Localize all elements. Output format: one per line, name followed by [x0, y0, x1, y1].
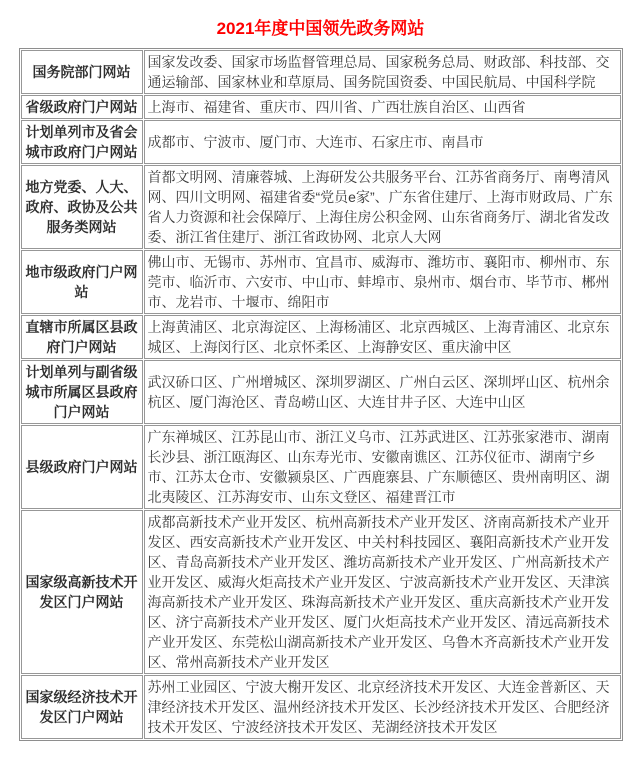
category-cell: 国家级经济技术开发区门户网站: [21, 675, 143, 739]
sites-cell: 武汉硚口区、广州增城区、深圳罗湖区、广州白云区、深圳坪山区、杭州余杭区、厦门海沧区、青岛崂山区、大连甘井子区、大连中山区: [144, 360, 621, 424]
table-row: [21, 250, 621, 314]
sites-cell: 佛山市、无锡市、苏州市、宜昌市、威海市、潍坊市、襄阳市、柳州市、东莞市、临沂市、六安市、中山市、蚌埠市、泉州市、烟台市、毕节市、郴州市、龙岩市、十堰市、绵阳市: [144, 250, 621, 314]
category-cell: 国家级高新技术开发区门户网站: [21, 510, 143, 674]
page-title: 2021年度中国领先政务网站: [216, 19, 425, 38]
category-cell: 地市级政府门户网站: [21, 250, 143, 314]
sites-cell: 上海黄浦区、北京海淀区、上海杨浦区、北京西城区、上海青浦区、北京东城区、上海闵行区、北京怀柔区、上海静安区、重庆渝中区: [144, 315, 621, 359]
sites-cell: 首都文明网、清廉蓉城、上海研发公共服务平台、江苏省商务厅、南粤清风网、四川文明网、福建省委“党员e家”、广东省住建厅、上海市财政局、广东省人力资源和社会保障厅、上海住房公积金网、山东省商务厅、湖北省发改委、浙江省住建厅、浙江省政协网、北京人大网: [144, 165, 621, 249]
sites-cell: 上海市、福建省、重庆市、四川省、广西壮族自治区、山西省: [144, 95, 621, 119]
table-row: [21, 315, 621, 359]
category-cell: 计划单列市及省会城市政府门户网站: [21, 120, 143, 164]
table-row: [21, 120, 621, 164]
sites-cell: 成都市、宁波市、厦门市、大连市、石家庄市、南昌市: [144, 120, 621, 164]
leading-gov-websites-table: [19, 48, 623, 741]
table-row: [21, 95, 621, 119]
category-cell: 直辖市所属区县政府门户网站: [21, 315, 143, 359]
table-row: [21, 675, 621, 739]
table-row: [21, 425, 621, 509]
category-cell: 省级政府门户网站: [21, 95, 143, 119]
table-body: [21, 50, 621, 739]
category-cell: 国务院部门网站: [21, 50, 143, 94]
sites-cell: 国家发改委、国家市场监督管理总局、国家税务总局、财政部、科技部、交通运输部、国家林业和草原局、国务院国资委、中国民航局、中国科学院: [144, 50, 621, 94]
sites-cell: 成都高新技术产业开发区、杭州高新技术产业开发区、济南高新技术产业开发区、西安高新技术产业开发区、中关村科技园区、襄阳高新技术产业开发区、青岛高新技术产业开发区、潍坊高新技术产业开发区、广州高新技术产业开发区、威海火炬高技术产业开发区、宁波高新技术产业开发区、天津滨海高新技术产业开发区、珠海高新技术产业开发区、重庆高新技术产业开发区、济宁高新技术产业开发区、厦门火炬高技术产业开发区、清远高新技术产业开发区、东莞松山湖高新技术产业开发区、乌鲁木齐高新技术产业开发区、常州高新技术产业开发区: [144, 510, 621, 674]
table-row: [21, 165, 621, 249]
table-row: [21, 510, 621, 674]
table-row: [21, 50, 621, 94]
sites-cell: 广东禅城区、江苏昆山市、浙江义乌市、江苏武进区、江苏张家港市、湖南长沙县、浙江瓯海区、山东寿光市、安徽南谯区、江苏仪征市、湖南宁乡市、江苏太仓市、安徽颍泉区、广西鹿寨县、广东顺德区、贵州南明区、湖北夷陵区、江苏海安市、山东文登区、福建晋江市: [144, 425, 621, 509]
table-row: [21, 360, 621, 424]
category-cell: 县级政府门户网站: [21, 425, 143, 509]
sites-cell: 苏州工业园区、宁波大榭开发区、北京经济技术开发区、大连金普新区、天津经济技术开发区、温州经济技术开发区、长沙经济技术开发区、合肥经济技术开发区、宁波经济技术开发区、芜湖经济技术开发区: [144, 675, 621, 739]
category-cell: 地方党委、人大、政府、政协及公共服务类网站: [21, 165, 143, 249]
category-cell: 计划单列与副省级城市所属区县政府门户网站: [21, 360, 143, 424]
